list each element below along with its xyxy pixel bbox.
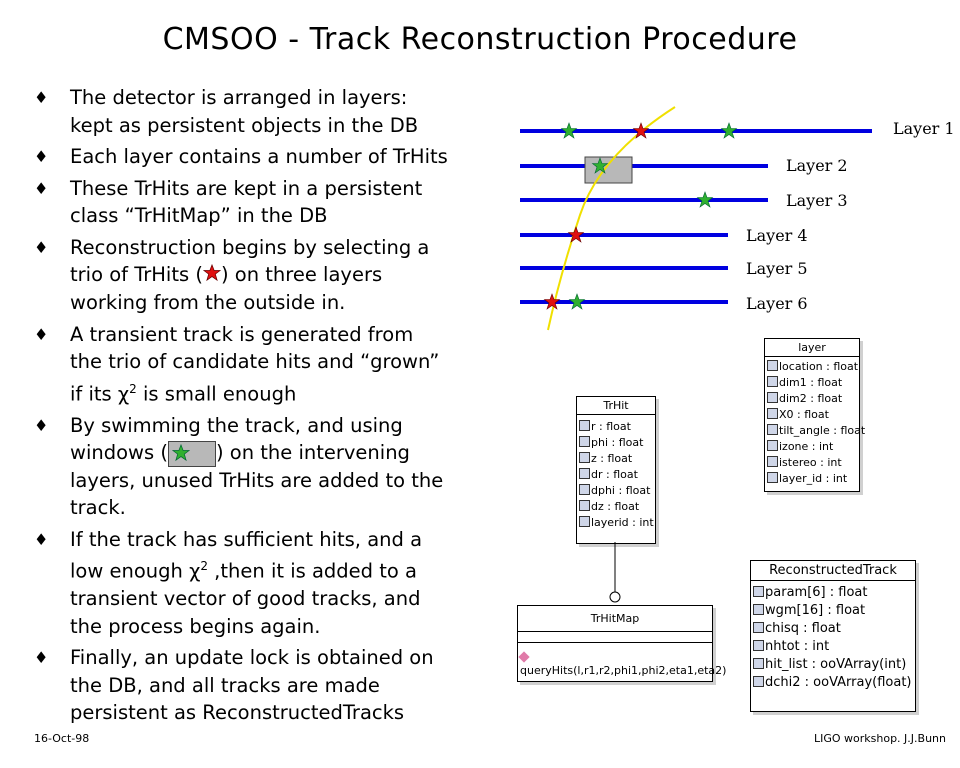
footer-date: 16-Oct-98 — [34, 732, 90, 745]
uml-attribute: wgm[16] : float — [751, 602, 915, 620]
aggregation-connector — [606, 542, 626, 606]
uml-attribute: tilt_angle : float — [765, 423, 859, 439]
attribute-icon — [579, 468, 590, 479]
attribute-icon — [767, 472, 778, 483]
bullet-item: ♦ Reconstruction begins by selecting a trio of TrHits ( ) on three layers working from the outside in. — [34, 235, 430, 315]
aggregation-circle-icon — [610, 592, 620, 602]
attribute-icon — [767, 408, 778, 419]
uml-class-name: TrHitMap — [518, 606, 712, 632]
uml-operations — [518, 642, 727, 681]
red-star-icon — [203, 262, 221, 290]
attribute-icon — [767, 424, 778, 435]
bullet-item: ♦ By swimming the track, and using windows ( ) on the intervening layers, unused TrHits are added to the track. — [34, 413, 444, 520]
layer-6-label: Layer 6 — [746, 294, 808, 313]
uml-attribute: X0 : float — [765, 407, 859, 423]
layer-3-label: Layer 3 — [786, 191, 848, 210]
attribute-icon — [767, 376, 778, 387]
uml-class-name: TrHit — [577, 397, 655, 415]
attribute-icon — [579, 436, 590, 447]
search-window — [585, 157, 632, 183]
uml-attribute: phi : float — [577, 435, 655, 451]
diamond-bullet-icon: ♦ — [34, 178, 49, 198]
attribute-icon — [767, 456, 778, 467]
bullet-list — [34, 84, 474, 731]
uml-attribute: dim1 : float — [765, 375, 859, 391]
bullet-item: ♦ Each layer contains a number of TrHits — [34, 143, 474, 171]
diamond-bullet-icon: ♦ — [34, 529, 49, 549]
uml-layer-class — [764, 338, 866, 492]
uml-operation: queryHits(l,r1,r2,phi1,phi2,eta1,eta2) — [520, 664, 727, 677]
uml-attribute: istereo : int — [765, 455, 859, 471]
attribute-icon — [767, 392, 778, 403]
bullet-item: ♦ The detector is arranged in layers: kept as persistent objects in the DB — [34, 86, 419, 137]
attribute-icon — [579, 452, 590, 463]
uml-attribute: r : float — [577, 419, 655, 435]
slide-title: CMSOO - Track Reconstruction Procedure — [162, 22, 798, 57]
bullet-item: ♦ These TrHits are kept in a persistent class “TrHitMap” in the DB — [34, 176, 423, 227]
attribute-icon — [579, 484, 590, 495]
green-star-icon — [562, 123, 577, 138]
uml-attribute: izone : int — [765, 439, 859, 455]
hit-stars — [545, 123, 737, 309]
uml-attribute: dr : float — [577, 467, 655, 483]
uml-class-name: layer — [765, 339, 859, 357]
uml-attribute: dphi : float — [577, 483, 655, 499]
attribute-icon — [767, 440, 778, 451]
attribute-icon — [579, 500, 590, 511]
uml-attribute: dim2 : float — [765, 391, 859, 407]
diamond-bullet-icon: ♦ — [34, 147, 49, 166]
attribute-icon — [753, 640, 764, 651]
red-star-icon — [545, 294, 560, 309]
uml-trhit-class — [576, 396, 656, 544]
track-curve — [548, 107, 675, 330]
layer-4-label: Layer 4 — [746, 226, 808, 245]
uml-attribute: hit_list : ooVArray(int) — [751, 656, 915, 674]
diamond-bullet-icon: ♦ — [34, 415, 49, 435]
layer-2-label: Layer 2 — [786, 156, 848, 175]
attribute-icon — [579, 516, 590, 527]
green-star-icon — [722, 123, 737, 138]
bullet-item: ♦ If the track has sufficient hits, and a low enough $\chi^2$ ,then it is added to a transient vector of good tracks, and the process begins again. — [34, 527, 423, 638]
bullet-item: ♦ Finally, an update lock is obtained on the DB, and all tracks are made persistent as ReconstructedTracks — [34, 646, 434, 725]
red-star-icon — [569, 227, 584, 242]
diamond-bullet-icon: ♦ — [34, 648, 49, 668]
attribute-icon — [753, 586, 764, 597]
attribute-icon — [753, 658, 764, 669]
attribute-icon — [767, 360, 778, 371]
uml-class-name: ReconstructedTrack — [751, 561, 915, 581]
uml-attribute: dchi2 : ooVArray(float) — [751, 674, 915, 692]
uml-attribute: layer_id : int — [765, 471, 859, 487]
diamond-bullet-icon: ♦ — [34, 88, 49, 107]
uml-attribute: z : float — [577, 451, 655, 467]
uml-attribute: layerid : int — [577, 515, 655, 531]
attribute-icon — [753, 676, 764, 687]
uml-attribute: param[6] : float — [751, 584, 915, 602]
diamond-bullet-icon: ♦ — [34, 237, 49, 257]
operation-icon — [518, 651, 529, 662]
uml-attribute: dz : float — [577, 499, 655, 515]
green-star-icon — [570, 294, 585, 309]
footer-credit: LIGO workshop. J.J.Bunn — [813, 732, 946, 745]
layer-1-label: Layer 1 — [893, 119, 955, 138]
detector-diagram — [500, 95, 900, 345]
uml-attribute: nhtot : int — [751, 638, 915, 656]
layer-5-label: Layer 5 — [746, 259, 808, 278]
attribute-icon — [753, 604, 764, 615]
bullet-item: ♦ A transient track is generated from the trio of candidate hits and “grown” if its $\chi^2$ is small enough — [34, 322, 440, 406]
uml-reconstructedtrack-class — [750, 560, 916, 712]
diamond-bullet-icon: ♦ — [34, 324, 49, 344]
green-star-icon — [698, 192, 713, 207]
uml-trhitmap-class — [517, 605, 727, 682]
window-icon — [168, 441, 216, 467]
uml-attribute: chisq : float — [751, 620, 915, 638]
attribute-icon — [579, 420, 590, 431]
uml-attribute: location : float — [765, 359, 859, 375]
attribute-icon — [753, 622, 764, 633]
